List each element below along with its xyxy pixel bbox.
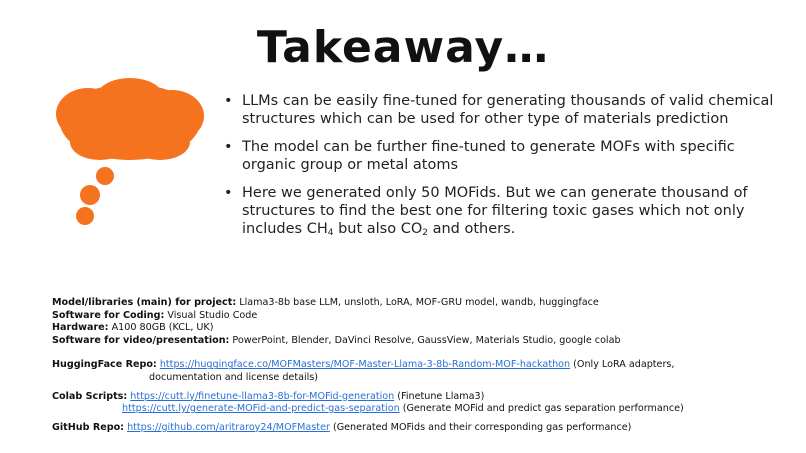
model-line: Model/libraries (main) for project: Llama3-8b base LLM, unsloth, LoRA, MOF-GRU model, wandb, huggingface	[52, 297, 599, 308]
colab-finetune-link[interactable]: https://cutt.ly/finetune-llama3-8b-for-MOFid-generation	[130, 390, 395, 402]
list-item: • Here we generated only 50 MOFids. But we can generate thousand of structures to find the best one for filtering toxic gases which not only includes $CH_4$ but also $CO_2$ and others.	[218, 184, 778, 238]
colab-line-2: https://cutt.ly/generate-MOFid-and-predict-gas-separation (Generate MOFid and predict gas separation performance)	[122, 403, 684, 415]
huggingface-line: HuggingFace Repo: https://huggingface.co/MOFMasters/MOF-Master-Llama-3-8b-Random-MOF-hackathon (Only LoRA adapters,	[52, 359, 675, 371]
list-item: • The model can be further fine-tuned to generate MOFs with specific organic group or metal atoms	[218, 138, 778, 174]
hardware-line: Hardware: A100 80GB (KCL, UK)	[52, 322, 214, 334]
thought-bubble-icon	[30, 70, 220, 230]
huggingface-note: documentation and license details)	[149, 371, 319, 383]
project-info	[52, 297, 792, 434]
github-link[interactable]: https://github.com/aritraroy24/MOFMaster	[127, 421, 330, 433]
list-item: • LLMs can be easily fine-tuned for generating thousands of valid chemical structures which can be used for other type of materials prediction	[218, 92, 778, 128]
github-line: GitHub Repo: https://github.com/aritraroy24/MOFMaster (Generated MOFids and their corresponding gas performance)	[52, 421, 632, 433]
colab-generate-link[interactable]: https://cutt.ly/generate-MOFid-and-predict-gas-separation	[122, 403, 400, 415]
colab-line: Colab Scripts: https://cutt.ly/finetune-llama3-8b-for-MOFid-generation (Finetune Llama3)	[52, 390, 485, 402]
coding-line: Software for Coding: Visual Studio Code	[52, 309, 258, 321]
slide-title: Takeaway…	[256, 22, 550, 73]
video-line: Software for video/presentation: PowerPoint, Blender, DaVinci Resolve, GaussView, Materials Studio, google colab	[52, 334, 621, 346]
takeaway-list	[218, 92, 778, 248]
huggingface-link[interactable]: https://huggingface.co/MOFMasters/MOF-Master-Llama-3-8b-Random-MOF-hackathon	[159, 359, 571, 371]
